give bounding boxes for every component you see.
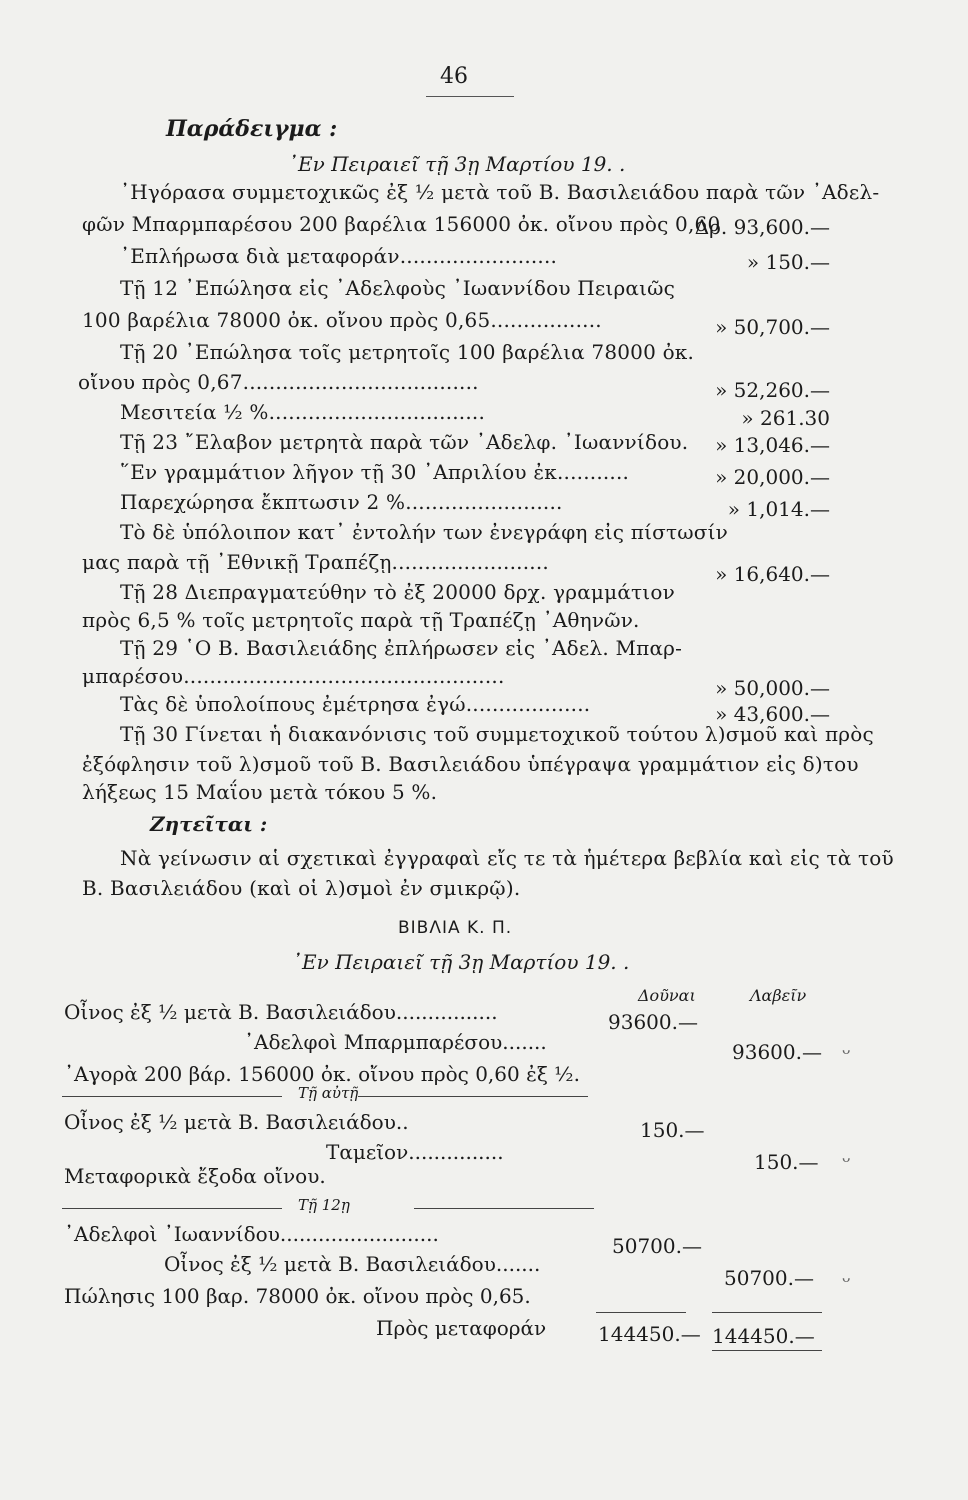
page-number-rule	[426, 96, 514, 97]
carry-forward-label: Πρὸς μεταφοράν	[376, 1316, 547, 1340]
check-mark: ᴗ	[842, 1150, 851, 1166]
column-header-credit: Λαβεῖν	[750, 986, 807, 1005]
sum-rule-debit	[596, 1312, 686, 1313]
narrative-line: ῞Εν γραμμάτιον λῆγον τῇ 30 ᾿Απριλίου ἐκ...........	[120, 460, 630, 484]
narrative-line: Τῇ 12 ᾿Επώλησα εἰς ᾿Αδελφοὺς ᾿Ιωαννίδου Πειραιῶς	[120, 276, 676, 300]
narrative-line: πρὸς 6,5 % τοῖς μετρητοῖς παρὰ τῇ Τραπέζῃ ᾿Αθηνῶν.	[82, 608, 640, 632]
narrative-line: Τῇ 29 ῾Ο Β. Βασιλειάδης ἐπλήρωσεν εἰς ᾿Αδελ. Μπαρ-	[120, 636, 683, 660]
separator-rule	[62, 1096, 282, 1097]
journal-entry-text: ᾿Αγορὰ 200 βάρ. 156000 ὀκ. οἴνου πρὸς 0,60 ἐξ ½.	[64, 1062, 580, 1086]
example-heading: Παράδειγμα :	[166, 116, 338, 142]
narrative-amount: » 50,000.—	[715, 676, 830, 700]
check-mark: ᴗ	[842, 1042, 851, 1058]
narrative-line: Τῇ 30 Γίνεται ἡ διακανόνισις τοῦ συμμετοχικοῦ τούτου λ)σμοῦ καὶ πρὸς	[120, 722, 874, 746]
narrative-line: Τὰς δὲ ὑπολοίπους ἐμέτρησα ἐγώ...................	[120, 692, 591, 716]
carry-forward-debit: 144450.—	[598, 1322, 701, 1346]
narrative-amount: » 13,046.—	[715, 433, 830, 457]
question-line: Β. Βασιλειάδου (καὶ οἱ λ)σμοὶ ἐν σμικρῷ).	[82, 876, 521, 900]
question-heading: Ζητεῖται :	[150, 812, 268, 836]
journal-entry-text: Μεταφορικὰ ἔξοδα οἴνου.	[64, 1164, 326, 1188]
narrative-line: οἴνου πρὸς 0,67....................................	[78, 370, 479, 394]
carry-forward-credit: 144450.—	[712, 1324, 815, 1348]
narrative-line: Τῇ 28 Διεπραγματεύθην τὸ ἐξ 20000 δρχ. γραμμάτιον	[120, 580, 675, 604]
narrative-amount: » 1,014.—	[727, 497, 830, 521]
page-number: 46	[440, 64, 468, 89]
narrative-amount: » 43,600.—	[715, 702, 830, 726]
books-place-date: ᾿Εν Πειραιεῖ τῇ 3ῃ Μαρτίου 19. .	[292, 950, 630, 974]
narrative-line: λήξεως 15 Μαΐου μετὰ τόκου 5 %.	[82, 780, 438, 804]
journal-date-separator: Τῇ αὐτῇ	[298, 1084, 359, 1102]
journal-entry-text: ᾿Αδελφοὶ Μπαρμπαρέσου.......	[244, 1030, 547, 1054]
narrative-amount: » 50,700.—	[715, 315, 830, 339]
sum-underline	[712, 1350, 822, 1351]
narrative-amount: » 16,640.—	[715, 562, 830, 586]
journal-entry-text: ᾿Αδελφοὶ ᾿Ιωαννίδου.........................	[64, 1222, 439, 1246]
narrative-line: ᾿Επλήρωσα διὰ μεταφοράν........................	[120, 244, 558, 268]
journal-entry-text: Οἶνος ἐξ ½ μετὰ Β. Βασιλειάδου..	[64, 1110, 409, 1134]
journal-date-separator: Τῇ 12ῃ	[298, 1196, 350, 1214]
narrative-amount: » 261.30	[741, 406, 830, 430]
separator-rule	[62, 1208, 282, 1209]
narrative-line: Μεσιτεία ½ %.................................	[120, 400, 486, 424]
sum-rule-credit	[712, 1312, 822, 1313]
narrative-line: Τῇ 20 ᾿Επώλησα τοῖς μετρητοῖς 100 βαρέλια 78000 ὀκ.	[120, 340, 695, 364]
journal-credit: 150.—	[754, 1150, 819, 1174]
separator-rule	[358, 1096, 588, 1097]
narrative-line: ἐξόφλησιν τοῦ λ)σμοῦ τοῦ Β. Βασιλειάδου ὑπέγραψα γραμμάτιον εἰς δ)του	[82, 752, 859, 776]
journal-debit: 50700.—	[612, 1234, 702, 1258]
narrative-line: Τὸ δὲ ὑπόλοιπον κατ᾿ ἐντολήν των ἐνεγράφη εἰς πίστωσίν	[120, 520, 728, 544]
journal-debit: 93600.—	[608, 1010, 698, 1034]
journal-debit: 150.—	[640, 1118, 705, 1142]
narrative-amount: » 52,260.—	[715, 378, 830, 402]
narrative-line: 100 βαρέλια 78000 ὀκ. οἴνου πρὸς 0,65.................	[82, 308, 602, 332]
narrative-amount: » 20,000.—	[715, 465, 830, 489]
narrative-line: φῶν Μπαρμπαρέσου 200 βαρέλια 156000 ὀκ. οἴνου πρὸς 0,60	[82, 212, 721, 236]
journal-entry-text: Ταμεῖον...............	[326, 1140, 504, 1164]
question-line: Νὰ γείνωσιν αἱ σχετικαὶ ἐγγραφαὶ εἴς τε τὰ ἡμέτερα βεβλία καὶ εἰς τὰ τοῦ	[120, 846, 894, 870]
journal-entry-text: Οἶνος ἐξ ½ μετὰ Β. Βασιλειάδου.......	[164, 1252, 541, 1276]
narrative-line: Παρεχώρησα ἔκπτωσιν 2 %........................	[120, 490, 563, 514]
narrative-line: μας παρὰ τῇ ᾿Εθνικῇ Τραπέζῃ........................	[82, 550, 549, 574]
journal-credit: 50700.—	[724, 1266, 814, 1290]
narrative-amount: » 150.—	[746, 250, 830, 274]
narrative-line: ᾿Ηγόρασα συμμετοχικῶς ἐξ ½ μετὰ τοῦ Β. Βασιλειάδου παρὰ τῶν ᾿Αδελ-	[120, 180, 880, 204]
place-date: ᾿Εν Πειραιεῖ τῇ 3ῃ Μαρτίου 19. .	[288, 152, 626, 176]
narrative-line: Τῇ 23 ῎Ελαβον μετρητὰ παρὰ τῶν ᾿Αδελφ. ᾿Ιωαννίδου.	[120, 430, 689, 454]
journal-entry-text: Πώλησις 100 βαρ. 78000 ὀκ. οἴνου πρὸς 0,65.	[64, 1284, 531, 1308]
narrative-amount: Δρ. 93,600.—	[694, 215, 830, 239]
journal-credit: 93600.—	[732, 1040, 822, 1064]
books-title: ΒΙΒΛΙΑ Κ. Π.	[398, 918, 513, 938]
journal-entry-text: Οἶνος ἐξ ½ μετὰ Β. Βασιλειάδου................	[64, 1000, 498, 1024]
separator-rule	[414, 1208, 594, 1209]
column-header-debit: Δοῦναι	[638, 986, 696, 1005]
narrative-line: μπαρέσου.................................................	[82, 664, 505, 688]
check-mark: ᴗ	[842, 1270, 851, 1286]
